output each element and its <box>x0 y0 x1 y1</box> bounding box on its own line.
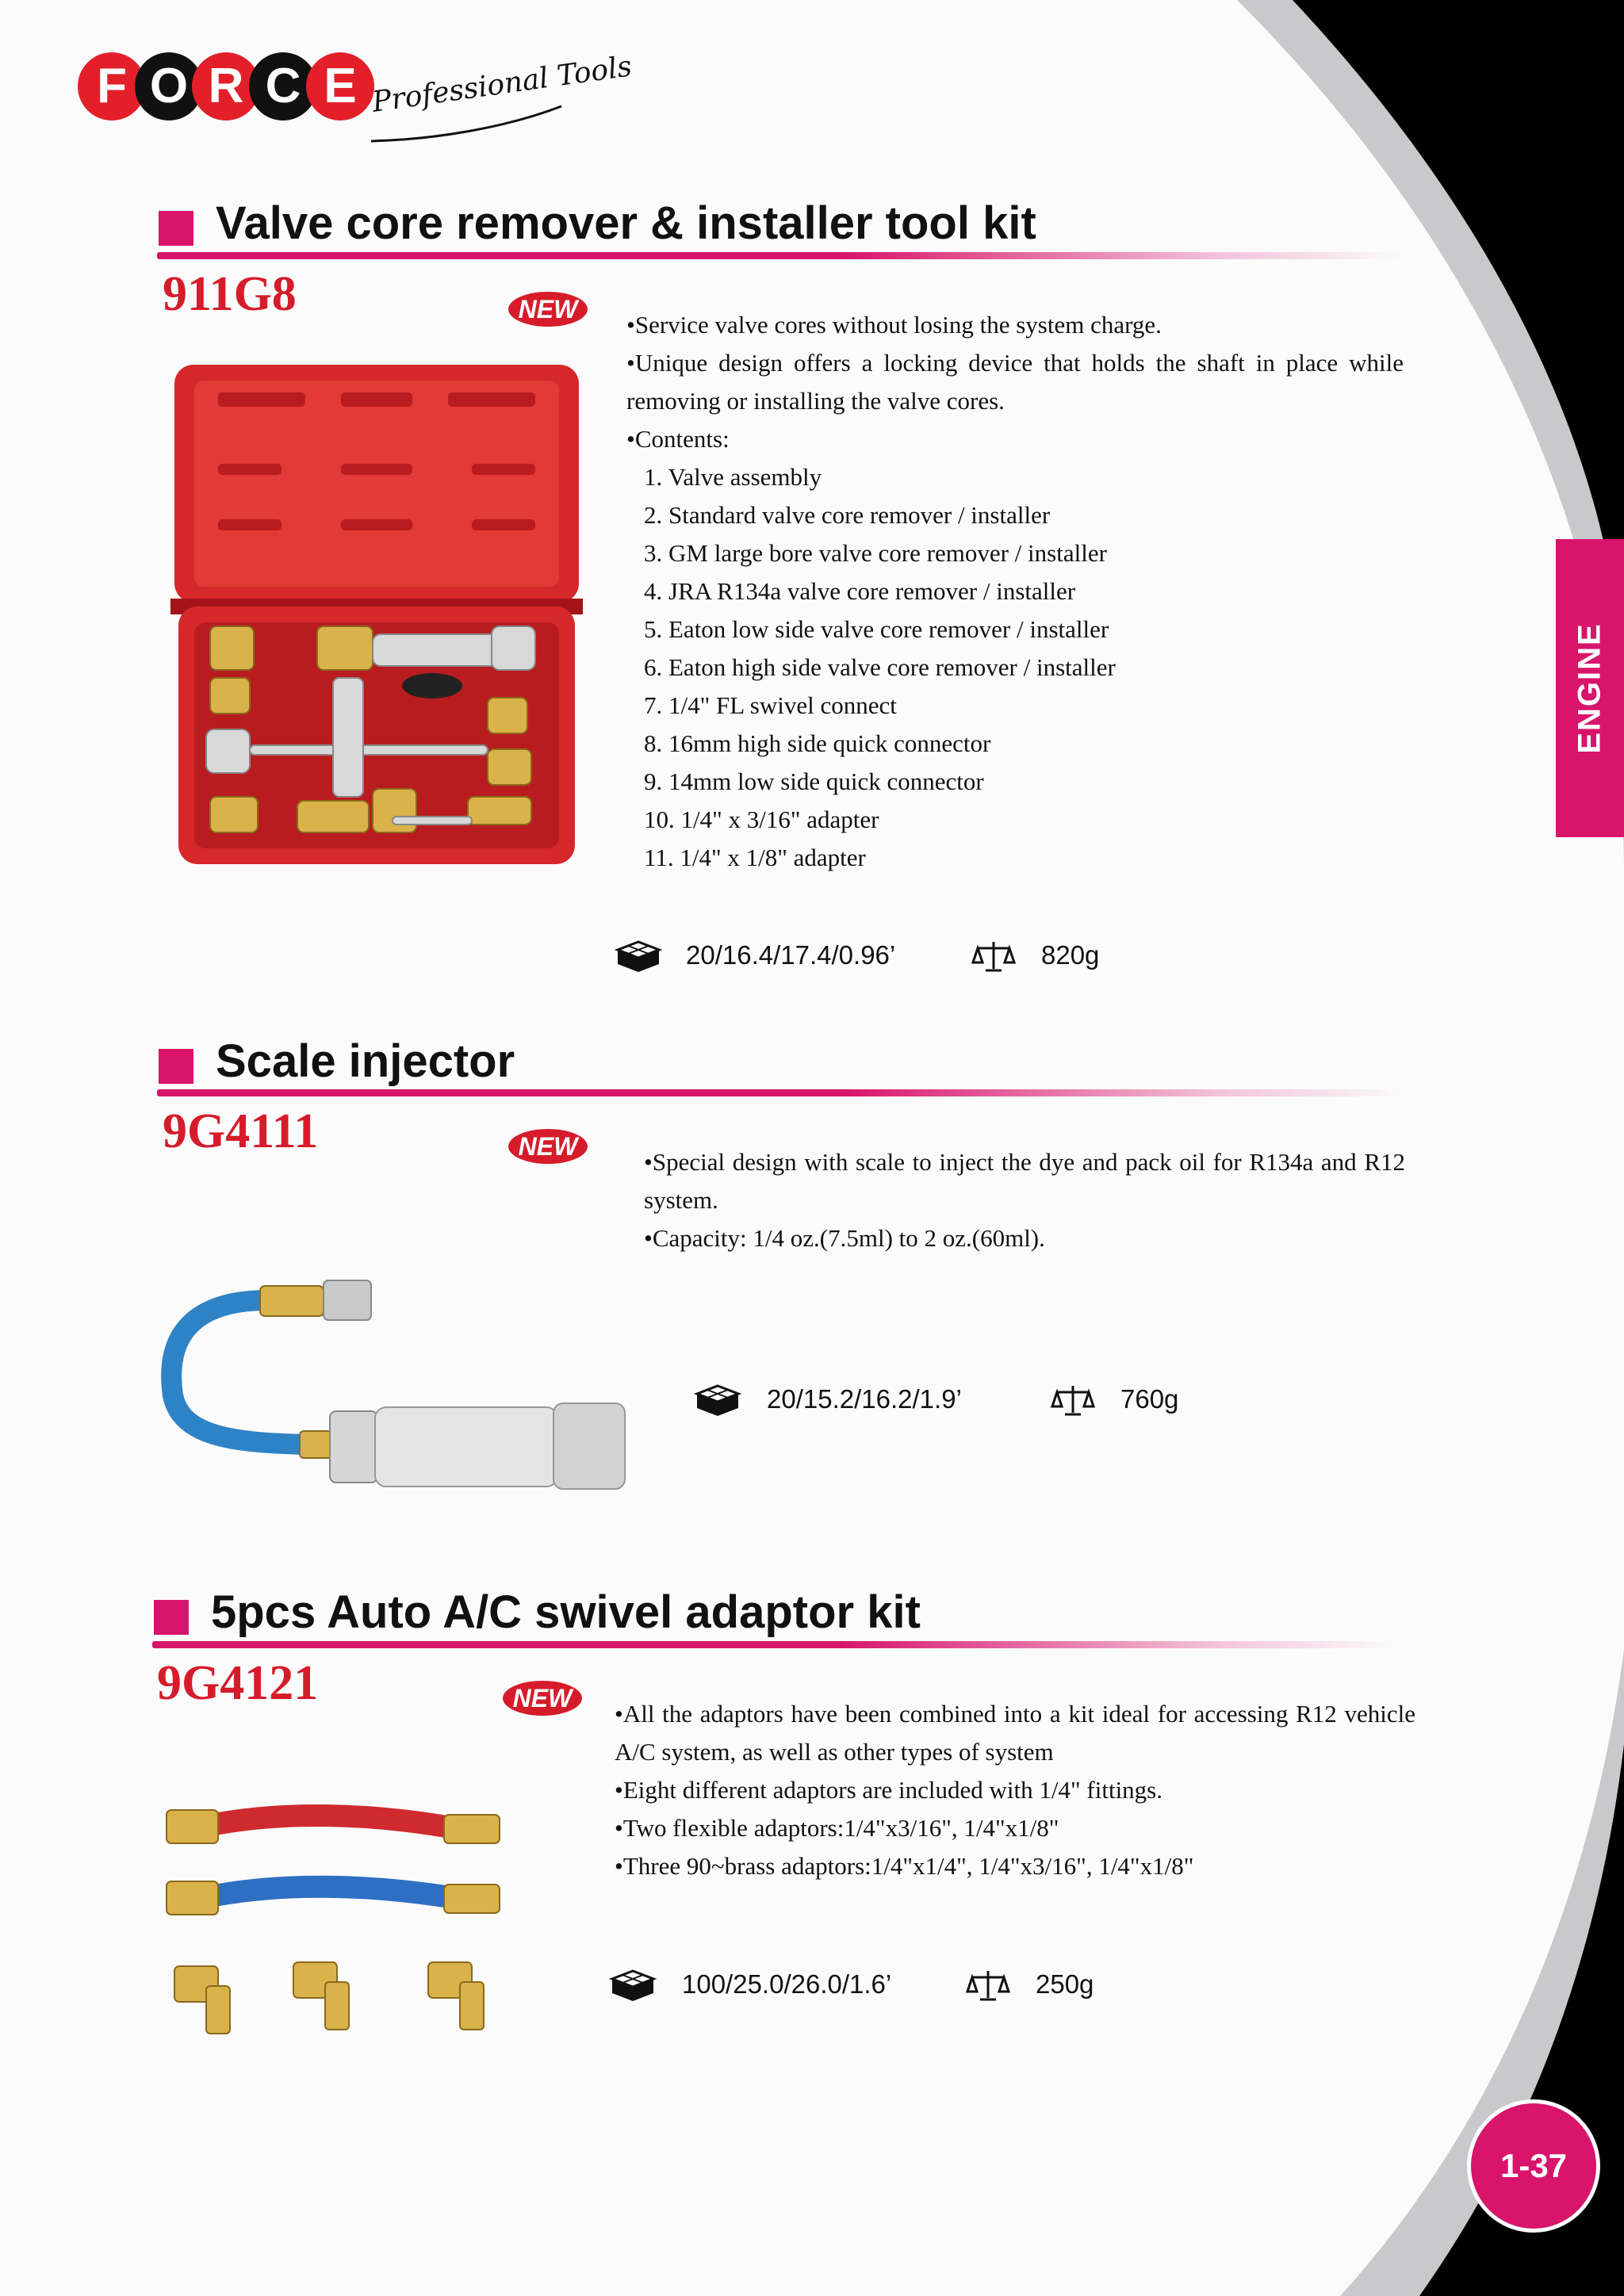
product-code: 911G8 <box>163 267 297 321</box>
product-specs <box>615 936 1170 975</box>
contents-item: 7. 1/4" FL swivel connect <box>644 691 897 719</box>
contents-item: 3. GM large bore valve core remover / installer <box>644 539 1107 567</box>
weight-scale-icon <box>971 939 1016 974</box>
packing-info: 20/16.4/17.4/0.96’ <box>686 940 896 970</box>
product-description <box>626 306 1404 877</box>
carton-pack-icon <box>694 1383 741 1418</box>
description-line: •Capacity: 1/4 oz.(7.5ml) to 2 oz.(60ml). <box>644 1224 1045 1252</box>
section-divider <box>157 252 1402 259</box>
section-divider <box>152 1641 1397 1648</box>
description-line: •Eight different adaptors are included with 1/4" fittings. <box>615 1776 1162 1804</box>
product-title: 5pcs Auto A/C swivel adaptor kit <box>211 1586 921 1638</box>
logo-swoosh <box>363 92 569 147</box>
packing-info: 100/25.0/26.0/1.6’ <box>682 1969 892 1999</box>
section-bullet-square <box>159 211 193 246</box>
carton-pack-icon <box>609 1968 657 2003</box>
page-number-badge: 1-37 <box>1467 2099 1600 2233</box>
product-description <box>615 1695 1415 1885</box>
contents-item: 5. Eaton low side valve core remover / installer <box>644 615 1109 643</box>
product-specs <box>694 1380 1249 1419</box>
description-line: •Two flexible adaptors:1/4"x3/16", 1/4"x1/8" <box>615 1814 1059 1842</box>
logo-letter: E <box>306 52 374 121</box>
product-code: 9G4111 <box>163 1104 319 1158</box>
weight-info: 250g <box>1036 1969 1094 1999</box>
contents-item: 9. 14mm low side quick connector <box>644 767 984 795</box>
contents-item: 6. Eaton high side valve core remover / installer <box>644 653 1116 681</box>
logo-letter: R <box>192 52 260 121</box>
weight-info: 760g <box>1120 1384 1179 1414</box>
product-title: Valve core remover & installer tool kit <box>216 197 1036 249</box>
section-divider <box>157 1089 1402 1096</box>
new-badge: NEW <box>508 1129 588 1164</box>
contents-item: 10. 1/4" x 3/16" adapter <box>644 806 879 833</box>
product-title: Scale injector <box>216 1035 515 1087</box>
logo-letter: O <box>135 52 203 121</box>
weight-scale-icon <box>1051 1383 1095 1418</box>
contents-item: 11. 1/4" x 1/8" adapter <box>644 844 866 871</box>
product-description <box>644 1143 1405 1257</box>
product-specs <box>609 1965 1164 2004</box>
description-line: •Service valve cores without losing the system charge. <box>626 311 1162 339</box>
force-logo <box>78 48 634 127</box>
logo-tagline: Professional Tools <box>370 50 634 119</box>
weight-scale-icon <box>966 1968 1010 2003</box>
logo-letter: C <box>249 52 317 121</box>
logo-letter: F <box>78 52 146 121</box>
description-line: •Unique design offers a locking device that holds the shaft in place while removing or installing the valve cores. <box>626 349 1404 415</box>
carton-pack-icon <box>615 939 662 974</box>
packing-info: 20/15.2/16.2/1.9’ <box>767 1384 962 1414</box>
new-badge: NEW <box>503 1681 582 1716</box>
scale-injector-photo <box>157 1269 633 1490</box>
description-line: •All the adaptors have been combined into a kit ideal for accessing R12 vehicle A/C system, as well as other types of system <box>615 1700 1415 1766</box>
engine-category-tab <box>1556 539 1624 837</box>
contents-item: 8. 16mm high side quick connector <box>644 729 991 757</box>
new-badge: NEW <box>508 292 588 327</box>
category-label: ENGINE <box>1572 622 1607 754</box>
tool-kit-case-photo <box>170 361 583 868</box>
product-code: 9G4121 <box>157 1656 319 1710</box>
section-bullet-square <box>154 1600 189 1635</box>
description-line: •Special design with scale to inject the dye and pack oil for R134a and R12 system. <box>644 1148 1405 1214</box>
swivel-adaptor-kit-photo <box>159 1788 515 2057</box>
contents-item: 2. Standard valve core remover / installer <box>644 501 1051 529</box>
description-line: •Three 90~brass adaptors:1/4"x1/4", 1/4"x3/16", 1/4"x1/8" <box>615 1852 1194 1880</box>
weight-info: 820g <box>1041 940 1100 970</box>
contents-item: 1. Valve assembly <box>644 463 822 491</box>
contents-item: 4. JRA R134a valve core remover / installer <box>644 577 1076 605</box>
description-line: •Contents: <box>626 425 730 453</box>
section-bullet-square <box>159 1049 193 1084</box>
